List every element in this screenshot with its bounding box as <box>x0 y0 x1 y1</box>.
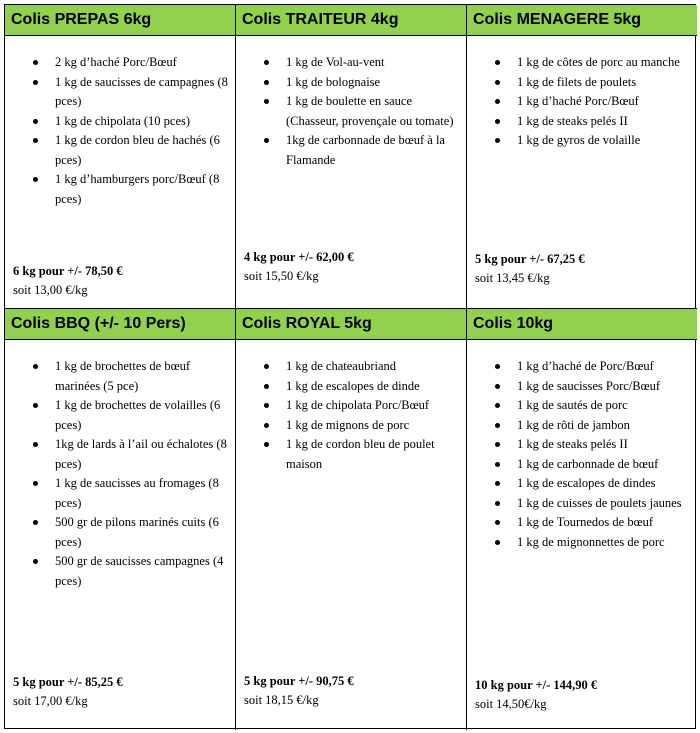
list-item-text: 1 kg de Vol-au-vent <box>286 55 385 69</box>
bullet-icon <box>264 138 269 143</box>
bullet-icon <box>264 442 269 447</box>
total-price: 10 kg pour +/- 144,90 € <box>475 678 598 692</box>
bullet-icon <box>495 60 500 65</box>
list-item-text: 1 kg de cuisses de poulets jaunes <box>517 495 682 510</box>
list-item-text: 1 kg de chipolata Porc/Bœuf <box>286 398 430 412</box>
bullet-icon <box>264 60 269 65</box>
list-item-text: 1 kg de brochettes de volailles (6 pces) <box>55 398 221 432</box>
list-item-text: 1 kg de sautés de porc <box>517 398 628 412</box>
bullet-icon <box>264 384 269 389</box>
list-item <box>467 357 693 377</box>
product-list <box>5 357 231 591</box>
bullet-icon <box>495 119 500 124</box>
list-item-text: 1 kg d’haché de Porc/Bœuf <box>517 359 654 373</box>
product-list <box>236 53 462 170</box>
list-item <box>467 112 693 132</box>
bullet-icon <box>495 481 500 486</box>
price-per-kg: soit 15,50 €/kg <box>244 269 319 283</box>
list-item <box>467 416 693 436</box>
list-item <box>467 53 693 73</box>
bullet-icon <box>495 80 500 85</box>
list-item <box>467 435 693 455</box>
product-list <box>236 357 462 474</box>
bullet-icon <box>495 442 500 447</box>
bullet-icon <box>33 559 38 564</box>
total-price: 6 kg pour +/- 78,50 € <box>13 264 123 278</box>
bullet-icon <box>495 540 500 545</box>
list-item-text: 1 kg d’haché Porc/Bœuf <box>517 94 639 108</box>
price-block <box>475 250 585 288</box>
price-block <box>13 262 123 300</box>
list-item-text: 2 kg d’haché Porc/Bœuf <box>55 55 177 69</box>
list-item-text: 500 gr de pilons marinés cuits (6 pces) <box>55 515 219 549</box>
list-item <box>467 474 693 494</box>
bullet-icon <box>495 520 500 525</box>
list-item <box>5 513 231 552</box>
list-item <box>467 131 693 151</box>
bullet-icon <box>33 481 38 486</box>
header-colis-prepas: Colis PREPAS 6kg <box>5 5 236 36</box>
price-block <box>475 676 597 714</box>
price-per-kg: soit 13,45 €/kg <box>475 271 550 285</box>
list-item <box>236 377 462 397</box>
body-colis-prepas <box>5 36 236 309</box>
list-item <box>5 73 231 112</box>
list-item-text: 1 kg de carbonnade de bœuf <box>517 456 659 471</box>
list-item <box>5 474 231 513</box>
list-item-text: 1 kg de saucisses de campagnes (8 pces) <box>55 74 228 108</box>
total-price: 4 kg pour +/- 62,00 € <box>244 250 354 264</box>
list-item-text: 500 gr de saucisses campagnes (4 pces) <box>55 554 224 588</box>
bullet-icon <box>495 423 500 428</box>
bullet-icon <box>495 462 500 467</box>
bullet-icon <box>264 80 269 85</box>
list-item <box>236 416 462 436</box>
bullet-icon <box>33 520 38 525</box>
bullet-icon <box>33 60 38 65</box>
list-item <box>5 435 231 474</box>
list-item <box>467 377 693 397</box>
bullet-icon <box>495 403 500 408</box>
list-item <box>467 494 693 514</box>
list-item-text: 1 kg de saucisses Porc/Bœuf <box>517 378 661 393</box>
bullet-icon <box>495 99 500 104</box>
list-item <box>5 357 231 396</box>
list-item-text: 1 kg de cordon bleu de hachés (6 pces) <box>55 133 220 167</box>
list-item-text: 1 kg de côtes de porc au manche <box>517 55 680 69</box>
bullet-icon <box>33 119 38 124</box>
list-item-text: 1 kg de chipolata (10 pces) <box>55 113 191 128</box>
bullet-icon <box>33 80 38 85</box>
list-item-text: 1 kg de chateaubriand <box>286 359 397 373</box>
list-item <box>467 533 693 553</box>
body-colis-10kg <box>467 340 697 730</box>
bullet-icon <box>495 384 500 389</box>
list-item <box>236 396 462 416</box>
bullet-icon <box>33 177 38 182</box>
list-item <box>467 396 693 416</box>
list-item <box>467 455 693 475</box>
list-item-text: 1kg de carbonnade de bœuf à la Flamande <box>286 133 445 167</box>
bullet-icon <box>33 403 38 408</box>
list-item <box>5 396 231 435</box>
list-item <box>236 73 462 93</box>
list-item-text: 1 kg de mignons de porc <box>286 417 410 432</box>
body-colis-traiteur <box>236 36 467 309</box>
list-item-text: 1 kg de brochettes de bœuf marinées (5 pce) <box>55 359 191 393</box>
list-item-text: 1 kg de mignonnettes de porc <box>517 534 665 549</box>
price-block <box>13 673 123 711</box>
product-list <box>467 357 693 552</box>
list-item <box>467 92 693 112</box>
header-colis-menagere: Colis MENAGERE 5kg <box>467 5 697 36</box>
bullet-icon <box>264 423 269 428</box>
bullet-icon <box>264 99 269 104</box>
header-colis-bbq: Colis BBQ (+/- 10 Pers) <box>5 309 236 340</box>
product-list <box>5 53 231 209</box>
bullet-icon <box>264 403 269 408</box>
price-per-kg: soit 13,00 €/kg <box>13 283 88 297</box>
bullet-icon <box>495 501 500 506</box>
bullet-icon <box>495 364 500 369</box>
list-item-text: 1 kg de gyros de volaille <box>517 133 641 147</box>
header-colis-traiteur: Colis TRAITEUR 4kg <box>236 5 467 36</box>
list-item <box>467 73 693 93</box>
list-item <box>236 435 462 474</box>
list-item-text: 1kg de lards à l’ail ou échalotes (8 pces) <box>55 437 227 471</box>
bullet-icon <box>495 138 500 143</box>
bullet-icon <box>264 364 269 369</box>
list-item <box>5 112 231 132</box>
bullet-icon <box>33 442 38 447</box>
product-list <box>467 53 693 151</box>
header-colis-royal: Colis ROYAL 5kg <box>236 309 467 340</box>
bullet-icon <box>33 364 38 369</box>
list-item-text: 1 kg de steaks pelés II <box>517 113 628 128</box>
total-price: 5 kg pour +/- 85,25 € <box>13 675 123 689</box>
header-colis-10kg: Colis 10kg <box>467 309 697 340</box>
list-item-text: 1 kg d’hamburgers porc/Bœuf (8 pces) <box>55 172 220 206</box>
price-per-kg: soit 18,15 €/kg <box>244 693 319 707</box>
list-item <box>5 170 231 209</box>
body-colis-menagere <box>467 36 697 309</box>
price-block <box>244 672 354 710</box>
list-item-text: 1 kg de escalopes de dinde <box>286 378 420 393</box>
list-item <box>467 513 693 533</box>
list-item <box>5 552 231 591</box>
list-item-text: 1 kg de Tournedos de bœuf <box>517 515 654 529</box>
list-item-text: 1 kg de rôti de jambon <box>517 417 630 432</box>
price-per-kg: soit 17,00 €/kg <box>13 694 88 708</box>
list-item <box>236 357 462 377</box>
price-block <box>244 248 354 286</box>
bullet-icon <box>33 138 38 143</box>
list-item-text: 1 kg de boulette en sauce (Chasseur, provençale ou tomate) <box>286 94 454 128</box>
list-item-text: 1 kg de steaks pelés II <box>517 437 628 451</box>
list-item <box>236 131 462 170</box>
list-item-text: 1 kg de bolognaise <box>286 74 381 89</box>
list-item-text: 1 kg de cordon bleu de poulet maison <box>286 437 435 471</box>
colis-table <box>4 4 696 729</box>
list-item-text: 1 kg de escalopes de dindes <box>517 476 656 490</box>
price-per-kg: soit 14,50€/kg <box>475 697 547 711</box>
list-item <box>5 53 231 73</box>
list-item <box>236 53 462 73</box>
list-item <box>5 131 231 170</box>
list-item-text: 1 kg de saucisses au fromages (8 pces) <box>55 476 219 510</box>
body-colis-bbq <box>5 340 236 730</box>
total-price: 5 kg pour +/- 67,25 € <box>475 252 585 266</box>
body-colis-royal <box>236 340 467 730</box>
total-price: 5 kg pour +/- 90,75 € <box>244 674 354 688</box>
list-item-text: 1 kg de filets de poulets <box>517 74 637 89</box>
list-item <box>236 92 462 131</box>
